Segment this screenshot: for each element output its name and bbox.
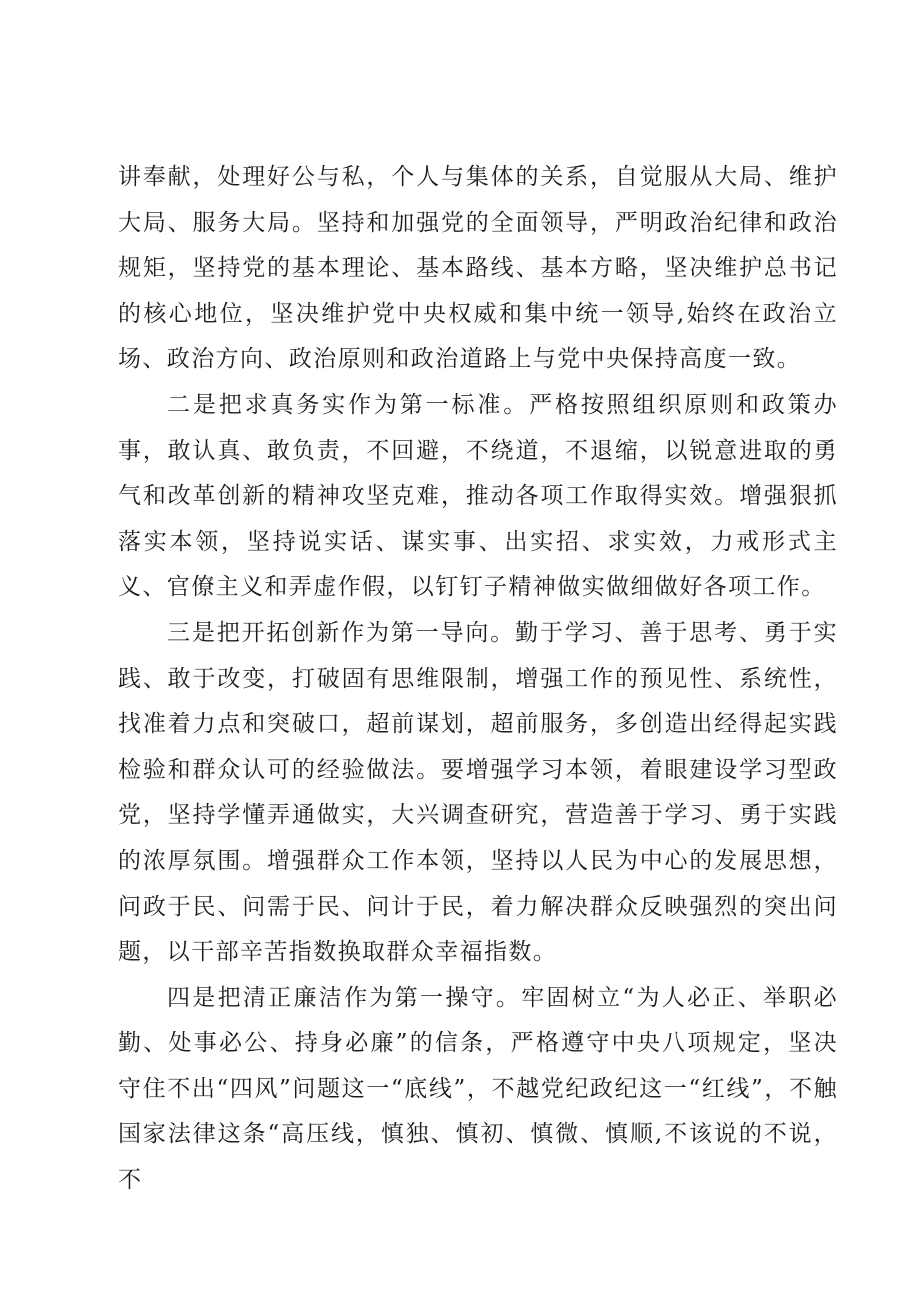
paragraph-point-four: 四是把清正廉洁作为第一操守。牢固树立“为人必正、举职必勤、处事必公、持身必廉”的信条，严格遵守中央八项规定，坚决守住不出“四风”问题这一“底线”，不越党纪政纪这一“红线”，不触国家法律这条“高压线，慎独、慎初、慎微、慎顺,不该说的不说，不 [118, 984, 838, 1194]
document-body [118, 155, 838, 1204]
paragraph-point-three: 三是把开拓创新作为第一导向。勤于学习、善于思考、勇于实践、敢于改变，打破固有思维限制，增强工作的预见性、系统性，找准着力点和突破口，超前谋划，超前服务，多创造出经得起实践检验和群众认可的经验做法。要增强学习本领，着眼建设学习型政党，坚持学懂弄通做实，大兴调查研究，营造善于学习、勇于实践的浓厚氛围。增强群众工作本领，坚持以人民为中心的发展思想，问政于民、问需于民、问计于民，着力解决群众反映强烈的突出问题，以干部辛苦指数换取群众幸福指数。 [118, 619, 838, 966]
paragraph-point-two: 二是把求真务实作为第一标准。严格按照组织原则和政策办事，敢认真、敢负责，不回避，不绕道，不退缩，以锐意进取的勇气和改革创新的精神攻坚克难，推动各项工作取得实效。增强狠抓落实本领，坚持说实话、谋实事、出实招、求实效，力戒形式主义、官僚主义和弄虚作假，以钉钉子精神做实做细做好各项工作。 [118, 391, 838, 601]
paragraph-continuation: 讲奉献，处理好公与私，个人与集体的关系，自觉服从大局、维护大局、服务大局。坚持和加强党的全面领导，严明政治纪律和政治规矩，坚持党的基本理论、基本路线、基本方略，坚决维护总书记的核心地位，坚决维护党中央权威和集中统一领导,始终在政治立场、政治方向、政治原则和政治道路上与党中央保持高度一致。 [118, 164, 838, 373]
